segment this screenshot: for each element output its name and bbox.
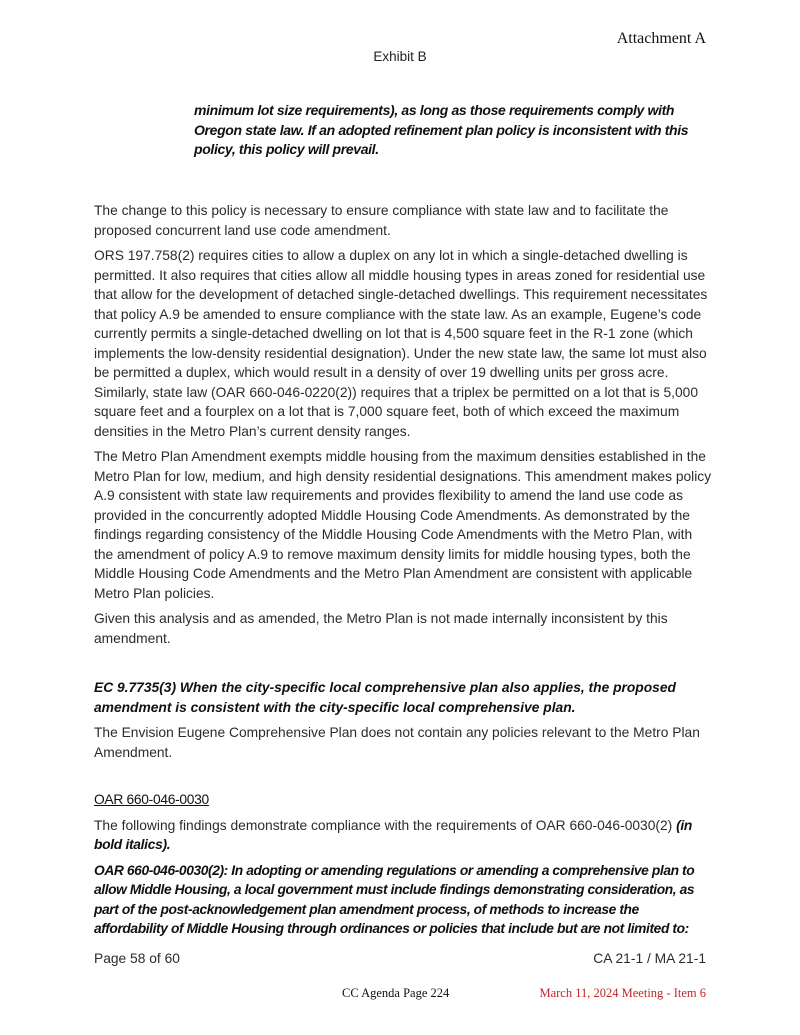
- oar-quote: OAR 660-046-0030(2): In adopting or amending regulations or amending a comprehensive plan to allow Middle Housing, a local government must include findings demonstrating consideration, as part of the post-acknowledgement plan amendment process, of methods to increase the affordability of Middle Housing through ordinances or policies that include but are not limited to:: [94, 862, 695, 936]
- paragraph-ors-requirement: ORS 197.758(2) requires cities to allow a duplex on any lot in which a single-detached dwelling is permitted. It also requires that cities allow all middle housing types in areas zoned for residential use that allow for the development of detached single-detached dwellings. This requirement necessitates that policy A.9 be amended to ensure compliance with the state law. As an example, Eugene’s code currently permits a single-detached dwelling on lot that is 4,500 square feet in the R-1 zone (which implements the low-density residential designation). Under the new state law, the same lot must also be permitted a duplex, which would result in a density of over 19 dwelling units per gross acre. Similarly, state law (OAR 660-046-0220(2)) requires that a triplex be permitted on a lot that is 5,000 square feet and a fourplex on a lot that is 7,000 square feet, both of which exceed the maximum densities in the Metro Plan’s current density ranges.: [94, 248, 708, 439]
- criterion-heading: EC 9.7735(3) When the city-specific local comprehensive plan also applies, the proposed amendment is consistent with the city-specific local comprehensive plan.: [94, 680, 676, 715]
- agenda-page: CC Agenda Page 224: [342, 986, 450, 1000]
- oar-findings-text: The following findings demonstrate compliance with the requirements of OAR 660-046-0030(2): [94, 817, 677, 833]
- page-number: Page 58 of 60: [94, 951, 180, 966]
- paragraph-metro-plan-amendment: The Metro Plan Amendment exempts middle housing from the maximum densities established in the Metro Plan for low, medium, and high density residential designations. This amendment makes policy A.9 consistent with state law requirements and provides flexibility to amend the land use code as provided in the concurrently adopted Middle Housing Code Amendments. As demonstrated by the findings regarding consistency of the Middle Housing Code Amendments with the Metro Plan, with the amendment of policy A.9 to remove maximum density limits for middle housing types, both the Middle Housing Code Amendments and the Metro Plan Amendment are consistent with applicable Metro Plan policies.: [94, 449, 712, 601]
- document-body: [94, 201, 712, 945]
- paragraph-oar-findings: [94, 816, 712, 855]
- meeting-item: March 11, 2024 Meeting - Item 6: [539, 986, 706, 1000]
- paragraph-envision-eugene: The Envision Eugene Comprehensive Plan does not contain any policies relevant to the Metro Plan Amendment.: [94, 725, 700, 760]
- paragraph-change-rationale: The change to this policy is necessary to ensure compliance with state law and to facilitate the proposed concurrent land use code amendment.: [94, 203, 669, 238]
- policy-quote: minimum lot size requirements), as long as those requirements comply with Oregon state law. If an adopted refinement plan policy is inconsistent with this policy, this policy will prevail.: [194, 102, 689, 157]
- paragraph-analysis-conclusion: Given this analysis and as amended, the Metro Plan is not made internally inconsistent by this amendment.: [94, 611, 668, 646]
- oar-findings-emphasis: (in bold italics).: [94, 817, 693, 852]
- exhibit-label: Exhibit B: [373, 49, 427, 64]
- attachment-label: Attachment A: [616, 30, 706, 47]
- case-number: CA 21-1 / MA 21-1: [593, 951, 706, 966]
- oar-section-heading: OAR 660-046-0030: [94, 792, 209, 807]
